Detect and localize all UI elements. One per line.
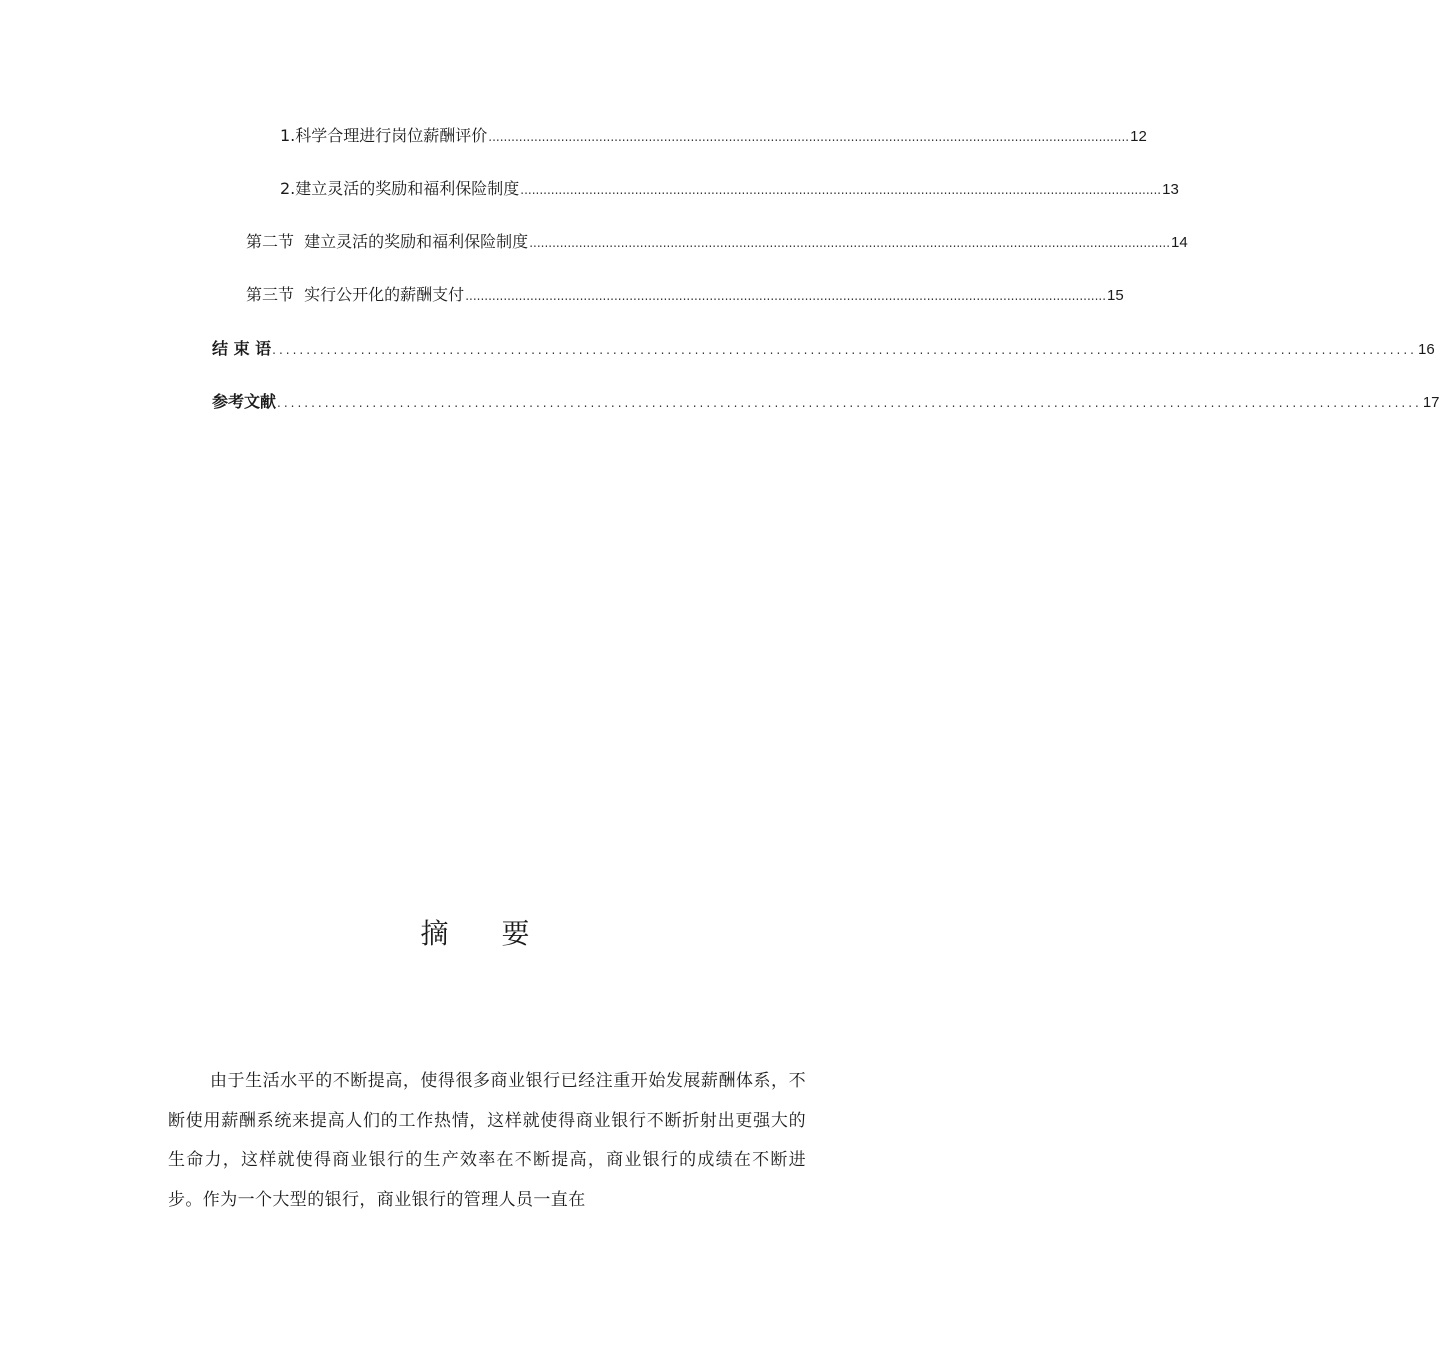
toc-entry[interactable] bbox=[280, 177, 1179, 201]
toc-entry-label: 结 束 语 bbox=[212, 339, 272, 358]
toc-entry-label: 1.科学合理进行岗位薪酬评价 bbox=[280, 126, 488, 145]
toc-entry-page: 17 bbox=[1422, 394, 1440, 411]
toc-leader-dots: ........................................................................................................................................................................ bbox=[529, 236, 1171, 250]
toc-entry[interactable] bbox=[280, 124, 1147, 148]
toc-leader-dots: ........................................................................................................................................................................ bbox=[488, 130, 1130, 144]
toc-entry-page: 12 bbox=[1130, 128, 1147, 145]
toc-entry-label: 第二节 建立灵活的奖励和福利保险制度 bbox=[246, 232, 529, 251]
toc-leader-dots: ........................................................................................................................................................................ bbox=[465, 289, 1107, 303]
toc-entry-label: 参考文献 bbox=[212, 392, 277, 411]
toc-leader-dots: ........................................................................................................................................................................ bbox=[277, 396, 1422, 410]
toc-entry-page: 14 bbox=[1171, 234, 1188, 251]
toc-entry-label: 2.建立灵活的奖励和福利保险制度 bbox=[280, 179, 520, 198]
toc-entry-label: 第三节 实行公开化的薪酬支付 bbox=[246, 285, 465, 304]
toc-leader-dots: ........................................................................................................................................................................ bbox=[272, 343, 1417, 357]
toc-leader-dots: ........................................................................................................................................................................ bbox=[520, 183, 1162, 197]
toc-entry-page: 15 bbox=[1107, 287, 1124, 304]
toc-entry[interactable] bbox=[246, 230, 1188, 254]
toc-entry[interactable] bbox=[212, 337, 1435, 361]
abstract-title: 摘 要 bbox=[420, 917, 552, 950]
toc-entry-page: 13 bbox=[1162, 181, 1179, 198]
toc-entry[interactable] bbox=[212, 390, 1440, 414]
toc-entry-page: 16 bbox=[1417, 341, 1435, 358]
abstract-body: 由于生活水平的不断提高，使得很多商业银行已经注重开始发展薪酬体系，不断使用薪酬系统来提高人们的工作热情，这样就使得商业银行不断折射出更强大的生命力，这样就使得商业银行的生产效率在不断提高，商业银行的成绩在不断进步。作为一个大型的银行，商业银行的管理人员一直在 bbox=[168, 1071, 806, 1210]
toc-entry[interactable] bbox=[246, 283, 1124, 307]
